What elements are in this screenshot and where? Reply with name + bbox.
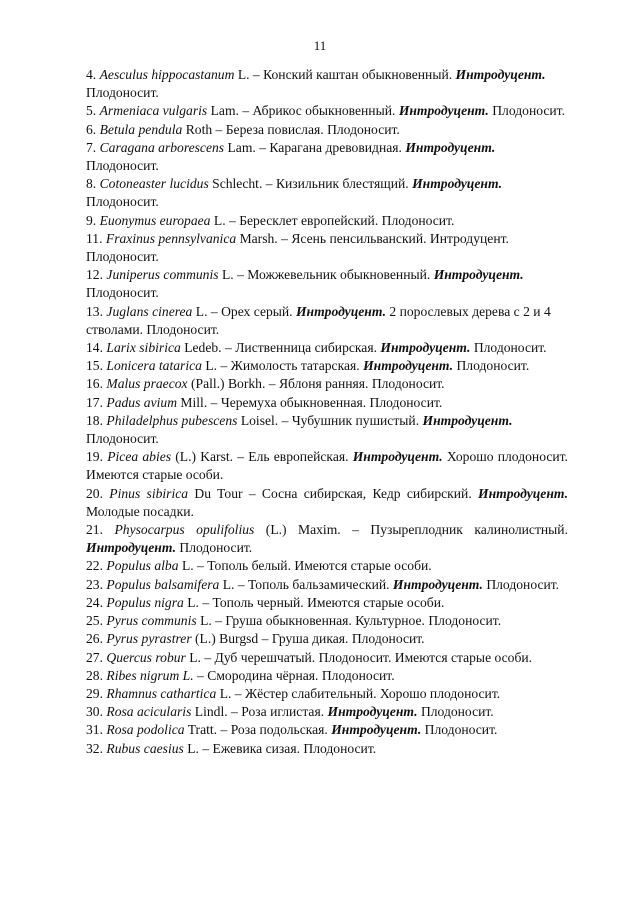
latin-name: Pinus sibirica xyxy=(109,485,189,501)
entry-note: Плодоносит. xyxy=(428,613,502,629)
dash-separator: – xyxy=(202,594,210,610)
dash-separator: – xyxy=(352,522,359,538)
species-entry xyxy=(86,175,568,211)
species-entry xyxy=(86,139,568,175)
latin-name: Armeniaca vulgaris xyxy=(99,103,208,119)
author-abbrev: Roth xyxy=(185,121,213,137)
entry-number: 17. xyxy=(86,394,103,410)
dash-separator: – xyxy=(197,667,204,683)
entry-number: 20. xyxy=(86,485,103,501)
dash-separator: – xyxy=(252,67,260,82)
latin-name: Pyrus pyrastrer xyxy=(106,631,192,647)
dash-separator: – xyxy=(234,685,242,701)
common-name: Кизильник блестящий. xyxy=(275,176,409,192)
common-name: Бересклет европейский. xyxy=(239,212,379,228)
entry-number: 28. xyxy=(86,667,103,683)
latin-name: Juglans cinerea xyxy=(106,303,193,319)
dash-separator: – xyxy=(261,631,269,647)
entry-number: 22. xyxy=(86,558,103,574)
entry-note: Плодоносит. xyxy=(86,249,159,265)
species-entry xyxy=(86,740,568,758)
latin-name: Rosa acicularis xyxy=(106,704,192,720)
entry-note: Плодоносит. xyxy=(371,376,445,392)
author-abbrev: (Pall.) Borkh. xyxy=(190,376,266,392)
species-entry xyxy=(86,66,568,102)
entry-note: Плодоносит. xyxy=(86,431,159,447)
entry-number: 24. xyxy=(86,594,103,610)
entry-note: Плодоносит. xyxy=(381,212,455,228)
entry-note: Плодоносит. Имеются старые особи. xyxy=(318,649,533,665)
common-name: Груша дикая. xyxy=(271,631,349,647)
species-entry xyxy=(86,230,568,266)
author-abbrev: L. xyxy=(205,358,218,374)
entry-note: Плодоносит. xyxy=(473,340,547,356)
introduced-label: Интродуцент. xyxy=(363,358,454,374)
entry-note: Плодоносит. xyxy=(351,631,425,647)
entry-note: Плодоносит. xyxy=(321,667,395,683)
introduced-label: Интродуцент. xyxy=(478,485,569,501)
species-entry xyxy=(86,521,568,557)
entry-number: 7. xyxy=(86,139,97,155)
author-abbrev: Ledeb. xyxy=(184,340,222,356)
species-entry xyxy=(86,412,568,448)
species-entry xyxy=(86,266,568,302)
entry-note: Плодоносит. xyxy=(492,103,565,119)
entry-number: 11. xyxy=(86,230,103,246)
entry-number: 14. xyxy=(86,340,103,356)
introduced-label: Интродуцент. xyxy=(331,722,422,738)
entry-note: Плодоносит. xyxy=(179,540,253,556)
latin-name: Malus praecox xyxy=(106,376,188,392)
entry-number: 19. xyxy=(86,449,103,465)
common-name: Чубушник пушистый. xyxy=(291,412,420,428)
author-abbrev: Mill. xyxy=(180,394,208,410)
dash-separator: – xyxy=(231,704,238,720)
entry-number: 18. xyxy=(86,412,103,428)
latin-name: Lonicera tatarica xyxy=(106,358,202,374)
entry-number: 25. xyxy=(86,613,103,629)
species-entry xyxy=(86,703,568,721)
common-name: Тополь белый. xyxy=(207,558,291,574)
common-name: Ежевика сизая. xyxy=(212,740,300,756)
latin-name: Fraxinus pennsylvanica xyxy=(105,230,237,246)
species-entry xyxy=(86,375,568,393)
latin-name: Aesculus hippocastanum xyxy=(99,67,235,82)
entry-number: 8. xyxy=(86,176,97,192)
dash-separator: – xyxy=(248,485,256,501)
latin-name: Physocarpus opulifolius xyxy=(114,522,255,538)
latin-name: Rhamnus cathartica xyxy=(106,685,217,701)
entry-note: Плодоносит. xyxy=(456,358,530,374)
introduced-label: Интродуцент. xyxy=(327,704,418,720)
entry-note: Плодоносит. xyxy=(86,85,159,101)
introduced-label: Интродуцент. xyxy=(433,267,524,283)
latin-name: Euonymus europaea xyxy=(99,212,211,228)
species-entry xyxy=(86,485,568,521)
introduced-label: Интродуцент. xyxy=(412,176,503,192)
common-name: Сосна сибирская, Кедр сибирский. xyxy=(261,485,472,501)
latin-name: Populus nigra xyxy=(106,594,184,610)
introduced-label: Интродуцент. xyxy=(392,576,483,592)
author-abbrev: (L.) Burgsd xyxy=(195,631,259,647)
species-entry xyxy=(86,630,568,648)
latin-name: Philadelphus pubescens xyxy=(106,412,238,428)
latin-name: Padus avium xyxy=(106,394,178,410)
dash-separator: – xyxy=(210,394,218,410)
entry-number: 6. xyxy=(86,121,97,137)
latin-name: Cotoneaster lucidus xyxy=(99,176,209,192)
common-name: Лиственница сибирская. xyxy=(235,340,377,356)
dash-separator: – xyxy=(220,722,228,738)
entry-number: 12. xyxy=(86,267,103,283)
entry-note: 2 порослевых дерева с 2 и 4 стволами. Плодоносит. xyxy=(86,303,551,337)
entry-note: Плодоносит. xyxy=(486,576,560,592)
common-name: Пузыреплодник калинолистный. xyxy=(370,522,568,538)
author-abbrev: L. xyxy=(213,212,226,228)
latin-name: Larix sibirica xyxy=(106,340,181,356)
species-entry xyxy=(86,212,568,230)
entry-number: 26. xyxy=(86,631,103,647)
dash-separator: – xyxy=(197,558,204,574)
entry-number: 16. xyxy=(86,376,103,392)
entry-note: Хорошо плодоносит. Имеются старые особи. xyxy=(86,449,568,483)
author-abbrev: Du Tour xyxy=(194,485,243,501)
author-abbrev: (L.) Maxim. xyxy=(265,522,341,538)
introduced-label: Интродуцент. xyxy=(380,340,471,356)
author-abbrev: Marsh. xyxy=(239,230,278,246)
entry-note: Молодые посадки. xyxy=(86,503,194,519)
introduced-label: Интродуцент. xyxy=(405,139,496,155)
introduced-label: Интродуцент. xyxy=(455,67,546,82)
common-name: Груша обыкновенная. Культурное. xyxy=(225,613,425,629)
common-name: Орех серый. xyxy=(221,303,293,319)
dash-separator: – xyxy=(237,449,245,465)
author-abbrev: L. xyxy=(237,67,250,82)
latin-name: Rosa podolica xyxy=(106,722,185,738)
latin-name: Ribes nigrum L. xyxy=(106,667,194,683)
entry-note: Плодоносит. xyxy=(86,285,159,301)
common-name: Абрикос обыкновенный. xyxy=(252,103,396,119)
entry-note: Плодоносит. xyxy=(86,158,159,174)
author-abbrev: Loisel. xyxy=(240,412,279,428)
species-entry xyxy=(86,448,568,484)
entry-number: 31. xyxy=(86,722,103,738)
author-abbrev: L. xyxy=(222,576,235,592)
dash-separator: – xyxy=(204,649,212,665)
latin-name: Pyrus communis xyxy=(106,613,197,629)
dash-separator: – xyxy=(281,412,289,428)
species-entry xyxy=(86,721,568,739)
species-entry xyxy=(86,649,568,667)
common-name: Роза иглистая. xyxy=(241,704,325,720)
entry-number: 21. xyxy=(86,522,103,538)
common-name: Жёстер слабительный. xyxy=(245,685,377,701)
dash-separator: – xyxy=(215,121,223,137)
entry-number: 9. xyxy=(86,212,97,228)
species-entry xyxy=(86,594,568,612)
dash-separator: – xyxy=(268,376,276,392)
entry-number: 27. xyxy=(86,649,103,665)
entry-note: Плодоносит. xyxy=(327,121,400,137)
latin-name: Picea abies xyxy=(107,449,172,465)
species-entry xyxy=(86,612,568,630)
author-abbrev: (L.) Karst. xyxy=(175,449,234,465)
entry-number: 23. xyxy=(86,576,103,592)
species-entry xyxy=(86,102,568,120)
author-abbrev: L. xyxy=(181,558,194,574)
common-name: Тополь бальзамический. xyxy=(248,576,390,592)
dash-separator: – xyxy=(220,358,228,374)
entry-number: 13. xyxy=(86,303,103,319)
entry-number: 29. xyxy=(86,685,103,701)
species-entry xyxy=(86,667,568,685)
latin-name: Populus alba xyxy=(106,558,179,574)
dash-separator: – xyxy=(229,212,236,228)
common-name: Роза подольская. xyxy=(230,722,328,738)
dash-separator: – xyxy=(202,740,210,756)
entry-note: Имеются старые особи. xyxy=(294,558,432,574)
author-abbrev: L. xyxy=(195,303,208,319)
species-entry xyxy=(86,357,568,375)
author-abbrev: L. xyxy=(187,740,199,756)
entry-number: 5. xyxy=(86,103,97,119)
author-abbrev: L. xyxy=(221,267,234,283)
page-number: 11 xyxy=(313,38,327,53)
author-abbrev: L. xyxy=(219,685,232,701)
author-abbrev: L. xyxy=(200,613,212,629)
entry-note: Плодоносит. xyxy=(424,722,498,738)
introduced-label: Интродуцент. xyxy=(352,449,443,465)
latin-name: Betula pendula xyxy=(99,121,183,137)
entry-number: 4. xyxy=(86,67,97,82)
common-name: Жимолость татарская. xyxy=(230,358,360,374)
author-abbrev: Lindl. xyxy=(194,704,228,720)
entry-note: Хорошо плодоносит. xyxy=(379,685,501,701)
common-name: Смородина чёрная. xyxy=(207,667,319,683)
entry-number: 32. xyxy=(86,740,103,756)
entry-number: 30. xyxy=(86,704,103,720)
entry-note: Плодоносит. xyxy=(369,394,443,410)
dash-separator: – xyxy=(215,613,222,629)
common-name: Дуб черешчатый. xyxy=(214,649,316,665)
latin-name: Populus balsamifera xyxy=(106,576,220,592)
dash-separator: – xyxy=(237,267,244,283)
author-abbrev: Lam. xyxy=(210,103,239,119)
author-abbrev: Schlecht. xyxy=(212,176,263,192)
entry-note: Плодоносит. xyxy=(86,194,159,210)
author-abbrev: L. xyxy=(189,649,201,665)
dash-separator: – xyxy=(225,340,232,356)
common-name: Ясень пенсильванский. Интродуцент. xyxy=(291,230,509,246)
species-entry xyxy=(86,394,568,412)
common-name: Можжевельник обыкновенный. xyxy=(247,267,431,283)
dash-separator: – xyxy=(242,103,250,119)
common-name: Береза повислая. xyxy=(225,121,324,137)
latin-name: Quercus robur xyxy=(106,649,186,665)
dash-separator: – xyxy=(265,176,273,192)
introduced-label: Интродуцент. xyxy=(86,540,176,556)
common-name: Ель европейская. xyxy=(248,449,349,465)
species-entry xyxy=(86,303,568,339)
dash-separator: – xyxy=(281,230,288,246)
entry-number: 15. xyxy=(86,358,103,374)
introduced-label: Интродуцент. xyxy=(295,303,386,319)
common-name: Яблоня ранняя. xyxy=(278,376,369,392)
introduced-label: Интродуцент. xyxy=(398,103,489,119)
entry-note: Плодоносит. xyxy=(420,704,494,720)
latin-name: Rubus caesius xyxy=(106,740,184,756)
species-entry xyxy=(86,121,568,139)
species-entry xyxy=(86,685,568,703)
species-entry xyxy=(86,557,568,575)
common-name: Конский каштан обыкновенный. xyxy=(263,67,453,82)
author-abbrev: Lam. xyxy=(227,139,256,155)
dash-separator: – xyxy=(259,139,267,155)
author-abbrev: Tratt. xyxy=(187,722,218,738)
species-entry xyxy=(86,576,568,594)
common-name: Тополь черный. xyxy=(212,594,304,610)
entry-note: Плодоносит. xyxy=(303,740,377,756)
dash-separator: – xyxy=(237,576,245,592)
common-name: Черемуха обыкновенная. xyxy=(220,394,367,410)
common-name: Карагана древовидная. xyxy=(269,139,402,155)
species-list xyxy=(86,66,568,758)
dash-separator: – xyxy=(210,303,218,319)
species-entry xyxy=(86,339,568,357)
introduced-label: Интродуцент. xyxy=(422,412,513,428)
latin-name: Juniperus communis xyxy=(106,267,219,283)
author-abbrev: L. xyxy=(187,594,199,610)
entry-note: Имеются старые особи. xyxy=(307,594,445,610)
latin-name: Caragana arborescens xyxy=(99,139,225,155)
